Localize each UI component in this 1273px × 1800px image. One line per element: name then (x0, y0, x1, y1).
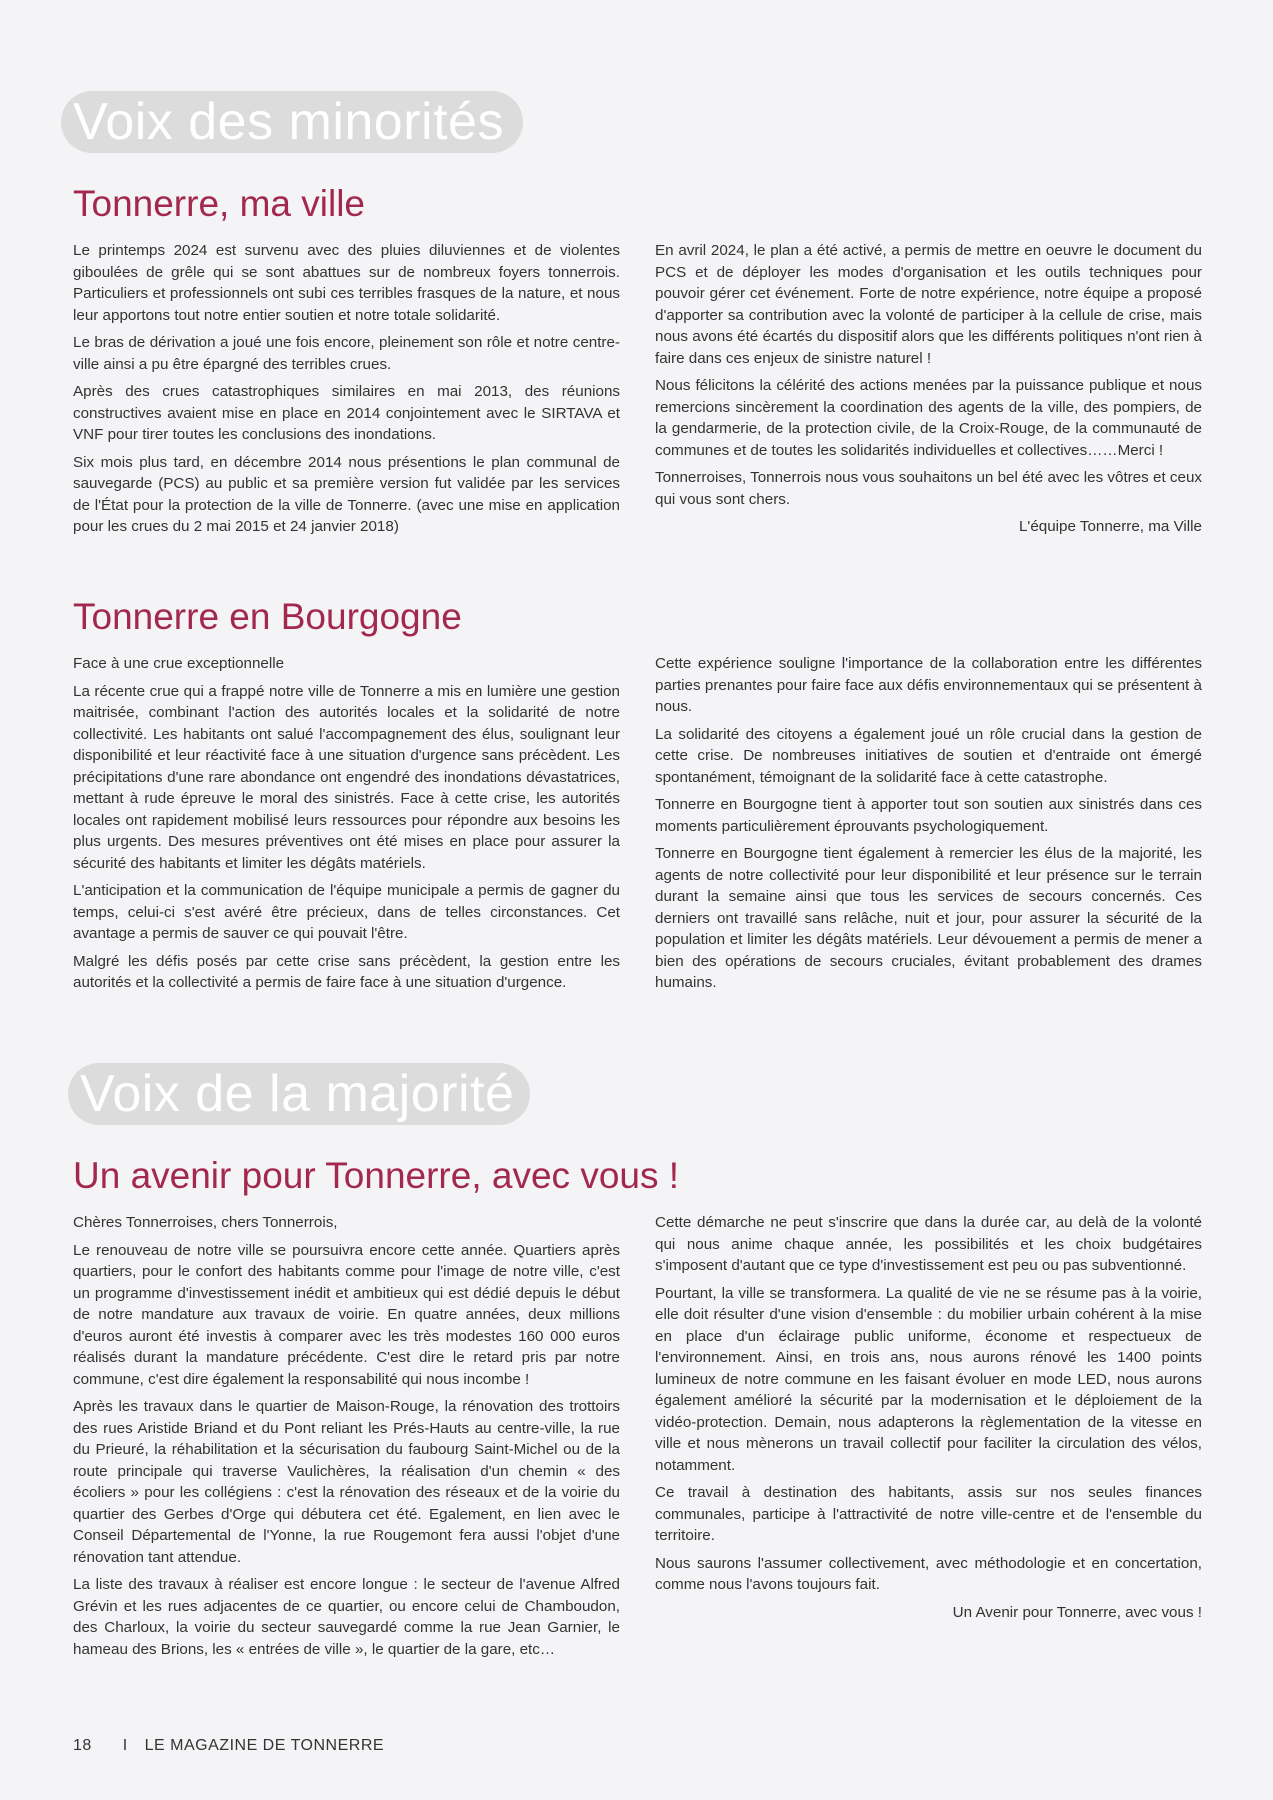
paragraph: Le renouveau de notre ville se poursuivra encore cette année. Quartiers après quartiers, pour le confort des habitants comme pour l'image de notre ville, c'est un programme d'investissement inédit et ambitieux qui est dédié depuis le début de notre mandature aux travaux de voirie. En quatre années, deux millions d'euros auront été investis à comparer avec les très modestes 160 000 euros réalisés durant la mandature précédente. C'est dire le retard pris par notre commune, c'est dire également la responsabilité qui nous incombe ! (73, 1241, 620, 1388)
paragraph: Après des crues catastrophiques similaires en mai 2013, des réunions constructives avaient mise en place en 2014 conjointement avec le SIRTAVA et VNF pour tirer toutes les conclusions des inondations. (73, 383, 620, 443)
minorities-banner: Voix des minorités (61, 91, 523, 153)
article1-right-column (655, 240, 1202, 544)
paragraph: Six mois plus tard, en décembre 2014 nous présentions le plan communal de sauvegarde (PCS) au public et sa première version fut validée par les services de l'État pour la protection de la ville de Tonnerre. (avec une mise en application pour les crues du 2 mai 2015 et 24 janvier 2018) (73, 453, 620, 535)
paragraph: Tonnerroises, Tonnerrois nous vous souhaitons un bel été avec les vôtres et ceux qui vous sont chers. (655, 469, 1202, 508)
signature: Un Avenir pour Tonnerre, avec vous ! (952, 1603, 1202, 1621)
paragraph: Tonnerre en Bourgogne tient à apporter tout son soutien aux sinistrés dans ces moments particulièrement éprouvants psychologiquement. (655, 796, 1202, 835)
paragraph: Malgré les défis posés par cette crise sans précèdent, la gestion entre les autorités et la collectivité a permis de faire face à une situation d'urgence. (73, 952, 620, 991)
article1-left-column (73, 240, 620, 544)
footer-separator: I (122, 1737, 128, 1754)
paragraph: En avril 2024, le plan a été activé, a permis de mettre en oeuvre le document du PCS et de déployer les modes d'organisation et les outils techniques pour pouvoir gérer cet événement. Forte de notre expérience, notre équipe a proposé d'apporter sa contribution avec la volonté de participer à la cellule de crise, mais nous avons été écartés du dispositif alors que les différents politiques n'ont rien à faire dans ces enjeux de sinistre naturel ! (655, 242, 1202, 367)
paragraph: Nous saurons l'assumer collectivement, avec méthodologie et en concertation, comme nous l'avons toujours fait. (655, 1554, 1202, 1593)
paragraph: Le printemps 2024 est survenu avec des pluies diluviennes et de violentes giboulées de grêle qui se sont abattues sur de nombreux foyers tonnerrois. Particuliers et professionnels ont subi ces terribles frasques de la nature, et nous leur apportons tout notre entier soutien et notre totale solidarité. (73, 242, 620, 324)
paragraph: La liste des travaux à réaliser est encore longue : le secteur de l'avenue Alfred Grévin et les rues adjacentes de ce quartier, ou encore celui de Chamboudon, des Charloux, la voirie du secteur sauvegardé comme la rue Jean Garnier, le hameau des Brions, les « entrées de ville », le quartier de la gare, etc… (73, 1576, 620, 1658)
article3-right-column (655, 1212, 1202, 1629)
paragraph: Cette expérience souligne l'importance de la collaboration entre les différentes parties prenantes pour faire face aux défis environnementaux qui se présentent à nous. (655, 655, 1202, 715)
article-intro: Chères Tonnerroises, chers Tonnerrois, (73, 1214, 338, 1231)
paragraph: Ce travail à destination des habitants, assis sur nos seules finances communales, participe à l'attractivité de notre ville-centre et de l'ensemble du territoire. (655, 1484, 1202, 1544)
article-intro: Face à une crue exceptionnelle (73, 655, 285, 672)
paragraph: Cette démarche ne peut s'inscrire que dans la durée car, au delà de la volonté qui nous anime chaque année, les possibilités et les choix budgétaires s'imposent d'autant que ce type d'investissement est peu ou pas subventionné. (655, 1214, 1202, 1274)
paragraph: Tonnerre en Bourgogne tient également à remercier les élus de la majorité, les agents de notre collectivité pour leur disponibilité et leur présence sur le terrain durant la semaine ainsi que tous les services de secours concernés. Ces derniers ont travaillé sans relâche, nuit et jour, pour assurer la sécurité de la population et limiter les dégâts matériels. Leur dévouement a permis de mener a bien des opérations de secours cruciales, évitant probablement des drames humains. (655, 845, 1202, 991)
signature: L'équipe Tonnerre, ma Ville (1018, 518, 1202, 535)
article2-right-column (655, 653, 1202, 1000)
article-title-tonnerre-ma-ville: Tonnerre, ma ville (73, 183, 366, 224)
paragraph: Nous félicitons la célérité des actions menées par la puissance publique et nous remercions sincèrement la coordination des agents de la ville, des pompiers, de la gendarmerie, de la protection civile, de la Croix-Rouge, de la communauté de communes et de toutes les solidarités individuelles et collectives……Merci ! (655, 377, 1202, 459)
paragraph: La solidarité des citoyens a également joué un rôle crucial dans la gestion de cette crise. De nombreuses initiatives de soutien et d'entraide ont émergé spontanément, témoignant de la solidarité face à cette catastrophe. (655, 725, 1202, 786)
paragraph: Le bras de dérivation a joué une fois encore, pleinement son rôle et notre centre-ville ainsi a pu être épargné des terribles crues. (73, 334, 620, 373)
paragraph: Pourtant, la ville se transformera. La qualité de vie ne se résume pas à la voirie, elle doit résulter d'une vision d'ensemble : du mobilier urbain cohérent à la mise en place d'un éclairage public uniforme, économe et respectueux de l'environnement. Ainsi, en trois ans, nous aurons rénové les 1400 points lumineux de notre commune en les faisant évoluer en mode LED, nous aurons également amélioré la sécurité par la modernisation et le déploiement de la vidéo-protection. Demain, nous adapterons la règlementation de la vitesse en ville et nous mènerons un travail collectif pour faciliter la circulation des vélos, notamment. (655, 1284, 1202, 1474)
article-title-un-avenir: Un avenir pour Tonnerre, avec vous ! (73, 1155, 680, 1196)
paragraph: L'anticipation et la communication de l'équipe municipale a permis de gagner du temps, celui-ci s'est avéré être précieux, dans de telles circonstances. Cet avantage a permis de sauver ce qui pouvait l'être. (73, 882, 620, 942)
majority-banner: Voix de la majorité (68, 1063, 530, 1125)
page-number: 18 (73, 1737, 92, 1754)
article3-left-column (73, 1212, 620, 1666)
article-title-tonnerre-en-bourgogne: Tonnerre en Bourgogne (73, 596, 462, 637)
paragraph: La récente crue qui a frappé notre ville de Tonnerre a mis en lumière une gestion maitrisée, combinant l'action des autorités locales et la solidarité de notre collectivité. Les habitants ont salué l'accompagnement des élus, soulignant leur disponibilité et leur réactivité face à une situation d'urgence sans précèdent. Les précipitations d'une rare abondance ont engendré des inondations dévastatrices, mettant à rude épreuve le moral des sinistrés. Face à cette crise, les autorités locales ont rapidement mobilisé leurs ressources pour répondre aux besoins les plus urgents. Des mesures préventives ont été mises en place pour assurer la sécurité des habitants et limiter les dégâts matériels. (73, 682, 620, 872)
page-footer (73, 1737, 384, 1755)
article2-left-column (73, 653, 620, 1000)
magazine-name: LE MAGAZINE DE TONNERRE (144, 1737, 385, 1754)
paragraph: Après les travaux dans le quartier de Maison-Rouge, la rénovation des trottoirs des rues Aristide Briand et du Pont reliant les Prés-Hauts au centre-ville, la rue du Prieuré, la réhabilitation et la sécurisation du faubourg Saint-Michel ou de la route principale qui traverse Vaulichères, la réalisation d'un chemin « des écoliers » pour les collégiens : c'est la rénovation des réseaux et de la voirie du quartier des Gerbes d'Orge qui débutera cet été. Egalement, en lien avec le Conseil Départemental de l'Yonne, la rue Rougemont fera aussi l'objet d'une rénovation tant attendue. (73, 1398, 620, 1566)
